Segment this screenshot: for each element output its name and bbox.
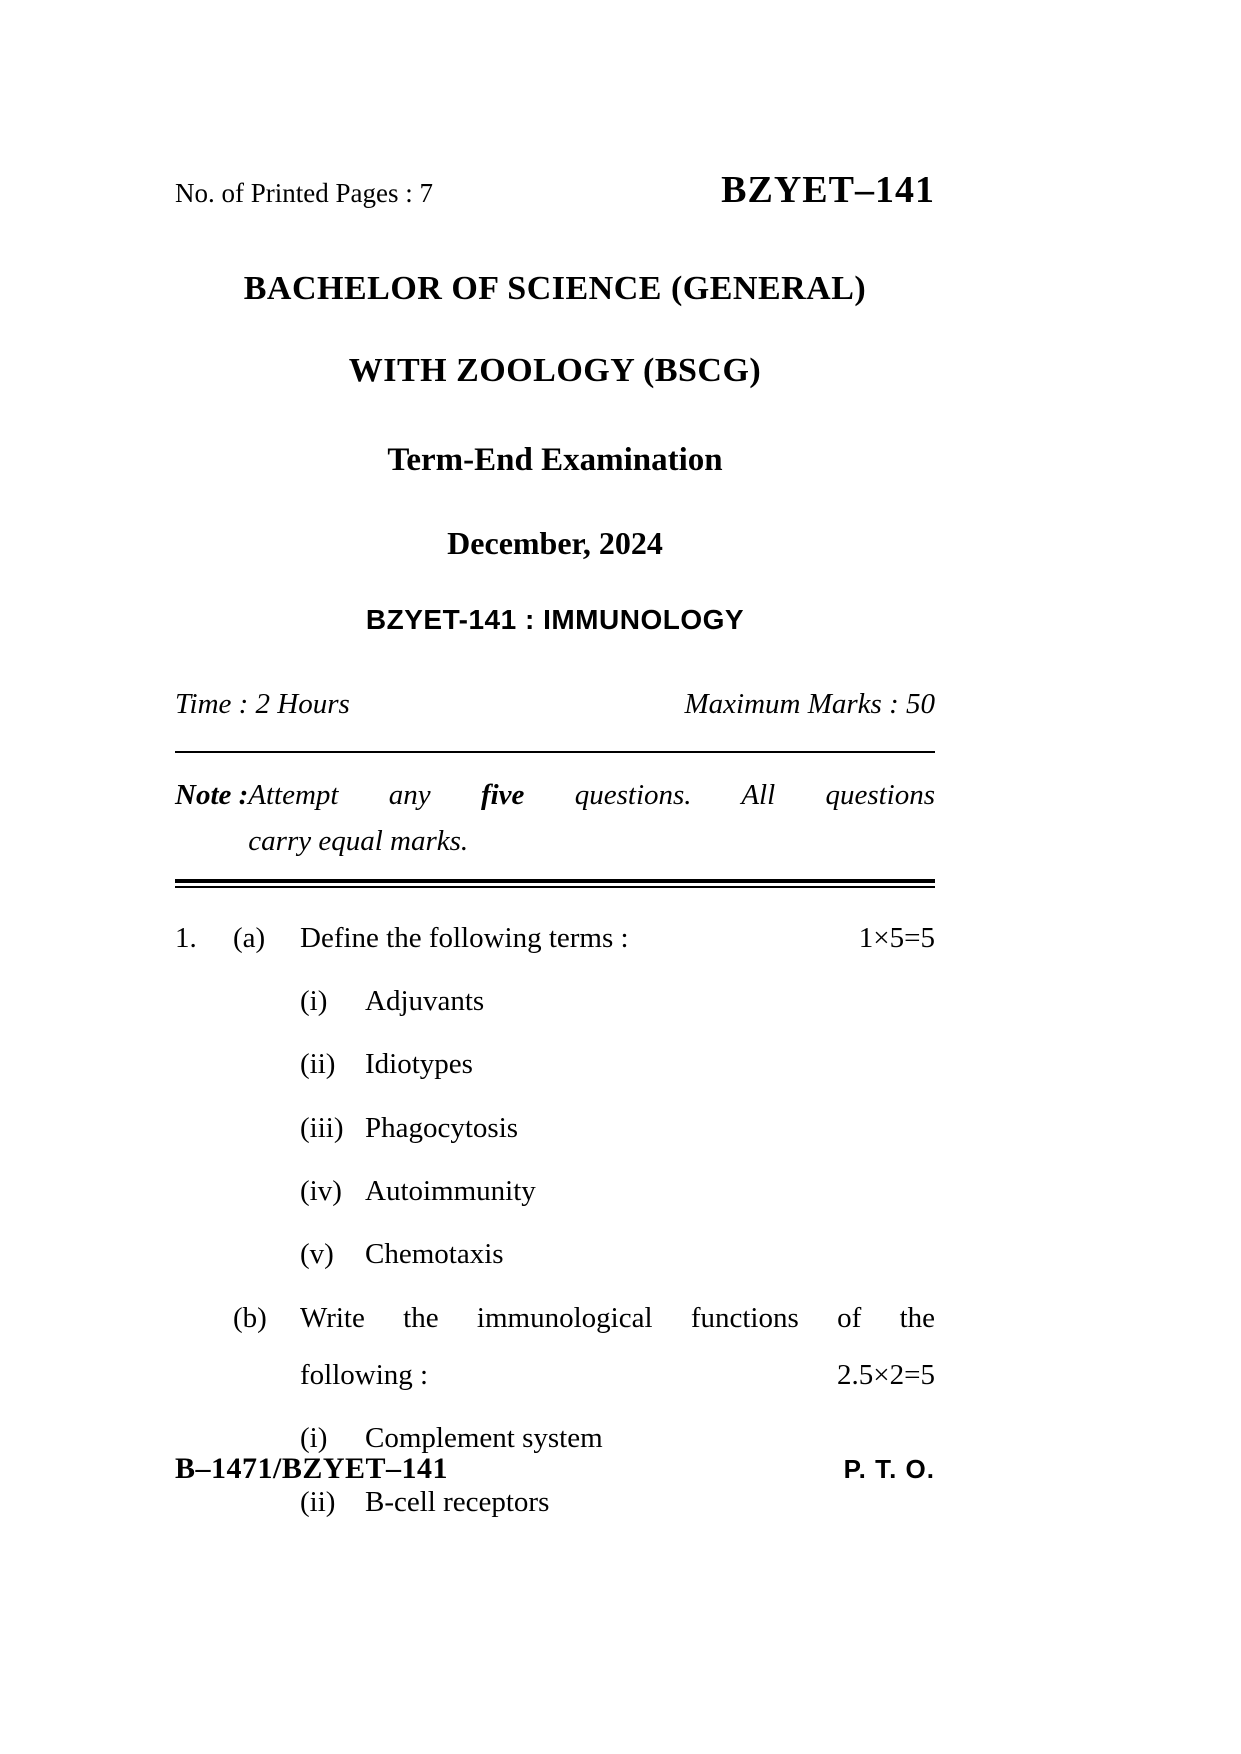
maximum-marks: Maximum Marks : 50 [684,688,935,720]
list-item [300,1486,935,1519]
item-text: Autoimmunity [365,1175,536,1207]
printed-pages-label: No. of Printed Pages : 7 [175,178,433,208]
item-number: (ii) [300,1485,336,1518]
question-number: 1. [175,921,197,954]
meta-row [175,688,935,721]
part-b-text-line2: following : [300,1359,429,1392]
item-number: (iii) [300,1111,344,1144]
list-item [300,1175,935,1208]
page-content [175,168,935,1549]
part-a-line [300,922,935,955]
divider-double [175,879,935,888]
part-a-marks: 1×5=5 [858,921,935,954]
note-section [175,773,935,865]
note-text-bold: five [480,779,525,811]
item-number: (v) [300,1238,334,1271]
note-line-1 [248,773,935,819]
note-body [248,773,935,865]
title-line-1: BACHELOR OF SCIENCE (GENERAL) [243,270,867,307]
item-text: Phagocytosis [365,1111,519,1144]
course-title: BZYET-141 : IMMUNOLOGY [365,604,745,635]
note-label: Note : [175,779,249,811]
part-b-text-line1: Write the immunological functions of the [300,1301,935,1334]
note-text-a: Attempt any [248,779,431,811]
part-b-line2 [300,1359,935,1392]
item-text: Complement system [365,1422,603,1455]
question-1 [175,922,935,1519]
paper-code: BZYET–141 [721,169,935,211]
list-item [300,1422,935,1455]
page-footer [175,1452,935,1486]
divider-single [175,751,935,753]
title-line-4: December, 2024 [447,525,663,561]
header-row [175,168,935,212]
part-a-label: (a) [233,921,266,954]
time-allowed: Time : 2 Hours [175,688,350,720]
part-a-items [175,985,935,1272]
title-line-3: Term-End Examination [387,442,723,478]
question-number-spacer [175,1302,233,1393]
title-line-2: WITH ZOOLOGY (BSCG) [348,352,762,389]
note-text-c: questions. All questions [574,779,936,811]
list-item [300,1112,935,1145]
part-a-text: Define the following terms : [300,921,629,954]
part-b-marks: 2.5×2=5 [837,1359,935,1392]
pto-label: P. T. O. [843,1454,935,1484]
item-number: (i) [300,1422,328,1455]
item-number: (i) [300,984,328,1017]
item-number: (ii) [300,1048,336,1081]
list-item [300,1238,935,1271]
question-1a-row [175,922,935,955]
footer-paper-code: B–1471/BZYET–141 [175,1452,449,1485]
item-text: B-cell receptors [365,1485,550,1518]
item-text: Adjuvants [365,984,485,1017]
item-text: Chemotaxis [365,1238,504,1271]
item-text: Idiotypes [365,1048,473,1081]
item-number: (iv) [300,1175,342,1207]
part-a-text-area [300,922,935,955]
question-1b-row [175,1302,935,1393]
list-item [300,1048,935,1081]
part-b-text-area [300,1302,935,1393]
part-b-label: (b) [233,1301,267,1334]
list-item [300,985,935,1018]
note-line-2: carry equal marks. [248,824,469,857]
